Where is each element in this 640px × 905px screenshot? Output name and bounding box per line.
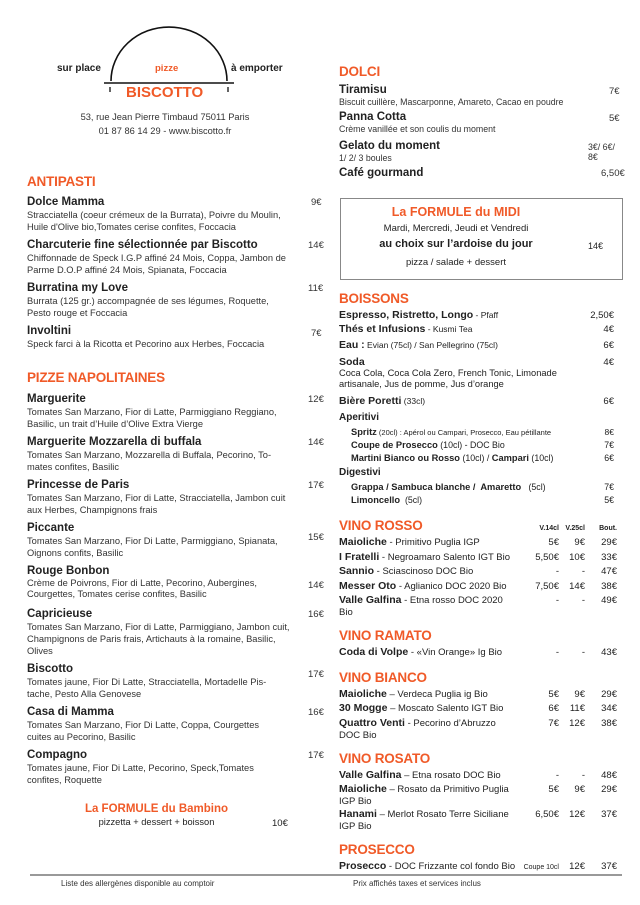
boissons-section [339,291,614,508]
item-price: 14€ [308,580,324,591]
item-name: Charcuterie fine sélectionnée par Biscotto [27,239,258,251]
section-title-vino-bianco: VINO BIANCO [339,669,427,685]
pizze-label: pizze [155,63,179,74]
drink-detail: (10cl) / [460,453,492,463]
midi-days: Mardi, Mercredi, Jeudi et Vendredi [383,223,529,234]
wine-detail: - Etna rosso DOC 2020 Bio [339,595,503,618]
wine-detail: - Primitivo Puglia IGP [386,537,480,548]
drink-price: 5€ [604,495,614,505]
menu-item [27,393,327,430]
item-price: 15€ [308,532,324,543]
emporter-label: à emporter [231,63,283,74]
item-name: Tiramisu [339,84,387,96]
item-price: 12€ [308,394,324,405]
item-price: 7€ [311,328,322,339]
item-desc: Tomates jaune, Fior Di Latte, Pecorino, Speck,Tomates confites, Roquette [27,763,254,785]
address: 53, rue Jean Pierre Timbaud 75011 Paris [80,112,250,122]
menu-item [27,522,327,559]
wine-row [339,860,617,875]
wine-price-14cl: 6€ [548,703,559,714]
item-price: 17€ [308,669,324,680]
wine-price-bottle: 29€ [601,688,617,700]
drink-name: Martini Bianco ou Rosso [351,453,460,463]
menu-item [27,196,327,233]
wine-column-header: V.14cl [539,525,559,532]
wine-price-bottle: 43€ [601,647,617,658]
drink-detail: (10cl) - DOC Bio [437,440,505,450]
drink-row [339,323,614,339]
wine-price-25cl: 12€ [569,861,585,872]
item-name: Dolce Mamma [27,196,105,208]
wine-name: Messer Oto [339,579,397,592]
wine-price-14cl: - [555,566,559,577]
wine-name: Valle Galfina [339,768,402,781]
item-desc: Tomates San Marzano, Fior di Latte, Parmiggiano Reggiano, Basilic, un trait d’Huile d’Olive Extra Vierge [27,407,277,429]
wine-price-25cl: - [581,595,585,606]
wine-row [339,783,617,808]
menu-item [27,706,327,743]
menu-item [27,239,327,276]
wine-price-25cl: 12€ [569,717,585,729]
menu-item [339,167,624,180]
item-name: Capricieuse [27,608,93,620]
item-desc: Stracciatella (coeur crémeux de la Burrata), Poivre du Moulin, Huile d'Olive bio,Tomates cerise confites, Foccacia [27,210,281,232]
drink-name: Espresso, Ristretto, Longo [339,309,474,321]
wine-name: Hanami [339,808,377,820]
wine-name: Quattro Venti [339,716,405,729]
wine-price-bottle: 38€ [601,717,617,729]
wine-price-14cl: 5€ [548,784,559,795]
midi-title: La FORMULE du MIDI [391,205,521,219]
wine-price-bottle: 37€ [601,861,617,872]
menu-item [339,140,624,164]
wine-section-header [339,628,617,643]
item-desc: Tomates San Marzano, Fior di Latte, Stracciatella, Jambon cuit aux Herbes, Champignons frais [27,493,286,515]
item-name: Piccante [27,522,75,534]
wine-name: Valle Galfina [339,594,402,606]
wine-section-header [339,751,617,766]
wine-section-header [339,518,617,533]
wine-row [339,717,617,742]
wine-name: Maioliche [339,687,387,700]
item-desc: Burrata (125 gr.) accompagnée de ses légumes, Roquette, Pesto rouge et Foccacia [27,296,269,318]
wine-row [339,536,617,551]
wine-price-25cl: 12€ [569,809,585,820]
item-name: Compagno [27,749,88,761]
item-name: Marguerite Mozzarella di buffala [27,436,202,448]
oven-arch-logo [100,26,240,92]
wine-price-bottle: 48€ [601,769,617,781]
section-title-pizze: PIZZE NAPOLITAINES [27,370,165,385]
wine-price-25cl: 11€ [569,703,585,714]
wine-price-25cl: - [581,769,585,781]
wine-list [339,518,617,875]
wine-name: Maioliche [339,783,387,795]
item-price: 16€ [308,609,324,620]
wine-price-bottle: 29€ [601,784,617,795]
section-title-vino-rosso: VINO ROSSO [339,518,423,533]
wine-row [339,551,617,566]
wine-detail: - «Vin Orange» Ig Bio [408,647,503,658]
drink-name: Coupe de Prosecco [351,440,438,450]
wine-row [339,769,617,784]
digestivi-title: Digestivi [339,467,381,478]
drink-detail: - Kusmi Tea [425,324,473,334]
section-title-boissons: BOISSONS [339,291,409,306]
item-name: Biscotto [27,663,73,675]
wine-detail: – Moscato Salento IGT Bio [387,703,504,714]
wine-price-25cl: 9€ [574,784,585,795]
menu-item [339,111,624,135]
logo [0,0,330,140]
wine-price-14cl: 7€ [548,717,559,729]
drink-price: 4€ [603,357,614,368]
item-desc: Tomates jaune, Fior Di Latte, Stracciatella, Mortadelle Pis-tache, Pesto Alla Genovese [27,677,267,699]
wine-row [339,646,617,661]
wine-price-14cl: 7,50€ [535,580,559,592]
wine-price-14cl: 5,50€ [535,551,559,563]
wine-row [339,688,617,703]
drink-detail: (20cl) : Apérol ou Campari, Prosecco, Eau pétillante [376,428,552,437]
item-desc: Speck farci à la Ricotta et Pecorino aux Herbes, Foccacia [27,339,265,349]
midi-desc: pizza / salade + dessert [405,257,507,268]
wine-name: Coda di Volpe [339,646,409,658]
item-price: 14€ [308,240,324,251]
item-price: 5€ [609,113,620,124]
wine-price-14cl: 6,50€ [535,809,559,820]
item-desc: Biscuit cuillère, Mascarponne, Amareto, Cacao en poudre [339,97,564,107]
drink-detail: Evian (75cl) / San Pellegrino (75cl) [364,340,498,350]
formule-bambino [40,803,290,827]
drink-price: 4€ [603,324,614,335]
wine-price-25cl: 9€ [574,688,585,700]
item-name: Rouge Bonbon [27,565,110,577]
menu-item [27,565,327,599]
wine-detail: - Negroamaro Salento IGT Bio [379,551,511,563]
drink-row [339,495,614,508]
wine-row [339,594,617,619]
wine-detail: – Rosato da Primitivo Puglia IGP Bio [339,784,509,807]
wine-price-14cl: - [555,647,559,658]
drink-row [339,427,614,440]
item-desc: 1/ 2/ 3 boules [339,153,392,163]
section-title-vino-ramato: VINO RAMATO [339,628,432,643]
item-price: 16€ [308,707,324,718]
drink-name: Eau : [339,339,365,351]
item-desc: Crème de Poivrons, Fior di Latte, Pecorino, Aubergines, Courgettes, Tomates cerise confites, Basilic [27,578,257,599]
wine-price-bottle: 38€ [601,580,617,592]
item-name: Involtini [27,325,72,337]
drink-desc: Coca Cola, Coca Cola Zero, French Tonic, Limonade artisanale, Jus de pomme, Jus d’orange [339,368,557,389]
drink-row [339,453,614,467]
wine-price-bottle: 37€ [601,809,617,820]
footer-prix: Prix affichés taxes et services inclus [353,879,481,888]
item-desc: Tomates San Marzano, Fior Di Latte, Parmiggiano, Spianata, Oignons confits, Basilic [27,536,278,558]
menu-item [27,436,327,473]
drink-price: 6€ [603,396,614,407]
item-name: Princesse de Paris [27,479,130,491]
menu-item [27,663,327,700]
drink-name: Limoncello [351,495,401,505]
wine-row [339,565,617,580]
item-price: 14€ [308,437,324,448]
item-desc: Tomates San Marzano, Fior di Latte, Parmiggiano, Jambon cuit, Champignons de Paris frais, Artichauts à la romaine, Basilic, Olives [27,622,290,656]
wine-detail: - DOC Frizzante col fondo Bio [386,861,516,872]
wine-price-bottle: 49€ [601,595,617,606]
wine-detail: - Pecorino d’Abruzzo DOC Bio [339,717,496,741]
drink-row [339,395,614,412]
wine-price-25cl: - [581,647,585,658]
wine-detail: – Merlot Rosato Terre Siciliane IGP Bio [339,809,509,832]
drink-name: Grappa / Sambuca blanche / Amaretto [351,482,522,492]
item-price: 3€/ 6€/ 8€ [588,142,615,162]
wine-price-14cl: - [555,595,559,606]
menu-item [27,608,327,657]
section-title-dolci: DOLCI [339,64,380,79]
wine-detail: – Etna rosato DOC Bio [401,769,501,781]
item-price: 17€ [308,480,324,491]
wine-row [339,580,617,595]
drink-price: 2,50€ [590,310,614,321]
brand-name: BISCOTTO [126,84,204,101]
menu-item [27,282,327,319]
wine-section-header [339,670,617,685]
item-desc: Crème vanillée et son coulis du moment [339,124,496,134]
item-name: Panna Cotta [339,111,407,123]
item-name: Gelato du moment [339,140,440,152]
drink-detail: (33cl) [401,396,426,406]
wine-name: I Fratelli [339,550,380,563]
wine-price-25cl: 14€ [569,580,585,592]
wine-detail: - Sciascinoso DOC Bio [374,566,474,577]
drink-name: Thés et Infusions [339,323,426,335]
menu-item [27,325,327,350]
midi-choice: au choix sur l’ardoise du jour [379,238,533,250]
drink-price: 8€ [604,427,614,437]
drink-detail: (10cl) [528,453,554,463]
drink-detail: (5cl) [521,482,546,492]
item-price: 11€ [308,283,324,294]
drink-detail: - Pfaff [473,310,499,320]
wine-price-14cl: 5€ [548,688,559,700]
wine-price-bottle: 29€ [601,537,617,548]
wine-detail: – Verdeca Puglia ig Bio [386,688,488,700]
bambino-desc: pizzetta + dessert + boisson [98,817,215,827]
drink-price: 7€ [604,440,614,450]
wine-price-14cl: - [555,769,559,781]
item-name: Café gourmand [339,167,424,179]
wine-price-25cl: 10€ [569,551,585,563]
menu-item [27,479,327,516]
drink-price: 6€ [604,453,614,463]
item-desc: Chiffonnade de Speck I.G.P affiné 24 Mois, Coppa, Jambon de Parme D.O.P affiné 24 Mois, Spianata, Foccacia [27,253,286,275]
left-column [27,174,327,792]
midi-price: 14€ [588,241,604,251]
item-desc: Tomates San Marzano, Fior Di Latte, Coppa, Courgettes cuites au Pecorino, Basilic [27,720,260,742]
footer-allergenes: Liste des allergènes disponible au comptoir [61,879,215,888]
menu-item [27,749,327,786]
wine-name: Maioliche [339,536,387,548]
item-price: 9€ [311,197,322,208]
item-price: 17€ [308,750,324,761]
wine-column-header: V.25cl [565,525,585,532]
item-name: Burratina my Love [27,282,128,294]
drink-row [339,440,614,453]
right-column [339,64,624,186]
drink-price: 7€ [604,482,614,492]
drink-detail: (5cl) [400,495,423,505]
drink-row [339,309,614,323]
drink-name: Soda [339,356,365,368]
item-desc: Tomates San Marzano, Mozzarella di Buffala, Pecorino, To-mates confites, Basilic [27,450,272,472]
item-price: 7€ [609,86,620,97]
drink-row [339,339,614,356]
drink-price: 6€ [603,340,614,351]
menu-item [339,84,624,108]
drink-row [339,356,614,368]
bambino-price: 10€ [272,818,288,829]
wine-name: Sannio [339,565,375,577]
bambino-title: La FORMULE du Bambino [84,803,229,815]
contact: 01 87 86 14 29 - www.biscotto.fr [98,126,232,136]
wine-price-25cl: 9€ [574,537,585,548]
drink-name: Bière Poretti [339,395,402,407]
section-title-vino-rosato: VINO ROSATO [339,750,431,766]
wine-name: 30 Mogge [339,702,388,714]
section-title-prosecco: PROSECCO [339,842,415,857]
wine-section-header [339,842,617,857]
wine-price-25cl: - [581,566,585,577]
wine-price-14cl: Coupe 10cl [523,864,559,871]
drink-name: Campari [491,453,529,463]
formule-midi-box [340,198,623,280]
wine-name: Prosecco [339,860,387,872]
wine-column-header: Bout. [599,525,617,532]
footer-divider [30,874,622,876]
wine-row [339,808,617,833]
section-title-antipasti: ANTIPASTI [27,174,96,189]
aperitivi-title: Aperitivi [339,412,380,423]
wine-price-bottle: 34€ [601,703,617,714]
wine-price-bottle: 47€ [601,566,617,577]
wine-price-bottle: 33€ [601,551,617,563]
drink-name: Spritz [351,427,377,437]
wine-price-14cl: 5€ [548,537,559,548]
wine-detail: - Aglianico DOC 2020 Bio [396,580,507,592]
sur-place-label: sur place [57,63,101,74]
item-name: Marguerite [27,393,86,405]
item-name: Casa di Mamma [27,706,114,718]
drink-row [339,482,614,495]
item-price: 6,50€ [601,168,625,179]
wine-row [339,702,617,717]
